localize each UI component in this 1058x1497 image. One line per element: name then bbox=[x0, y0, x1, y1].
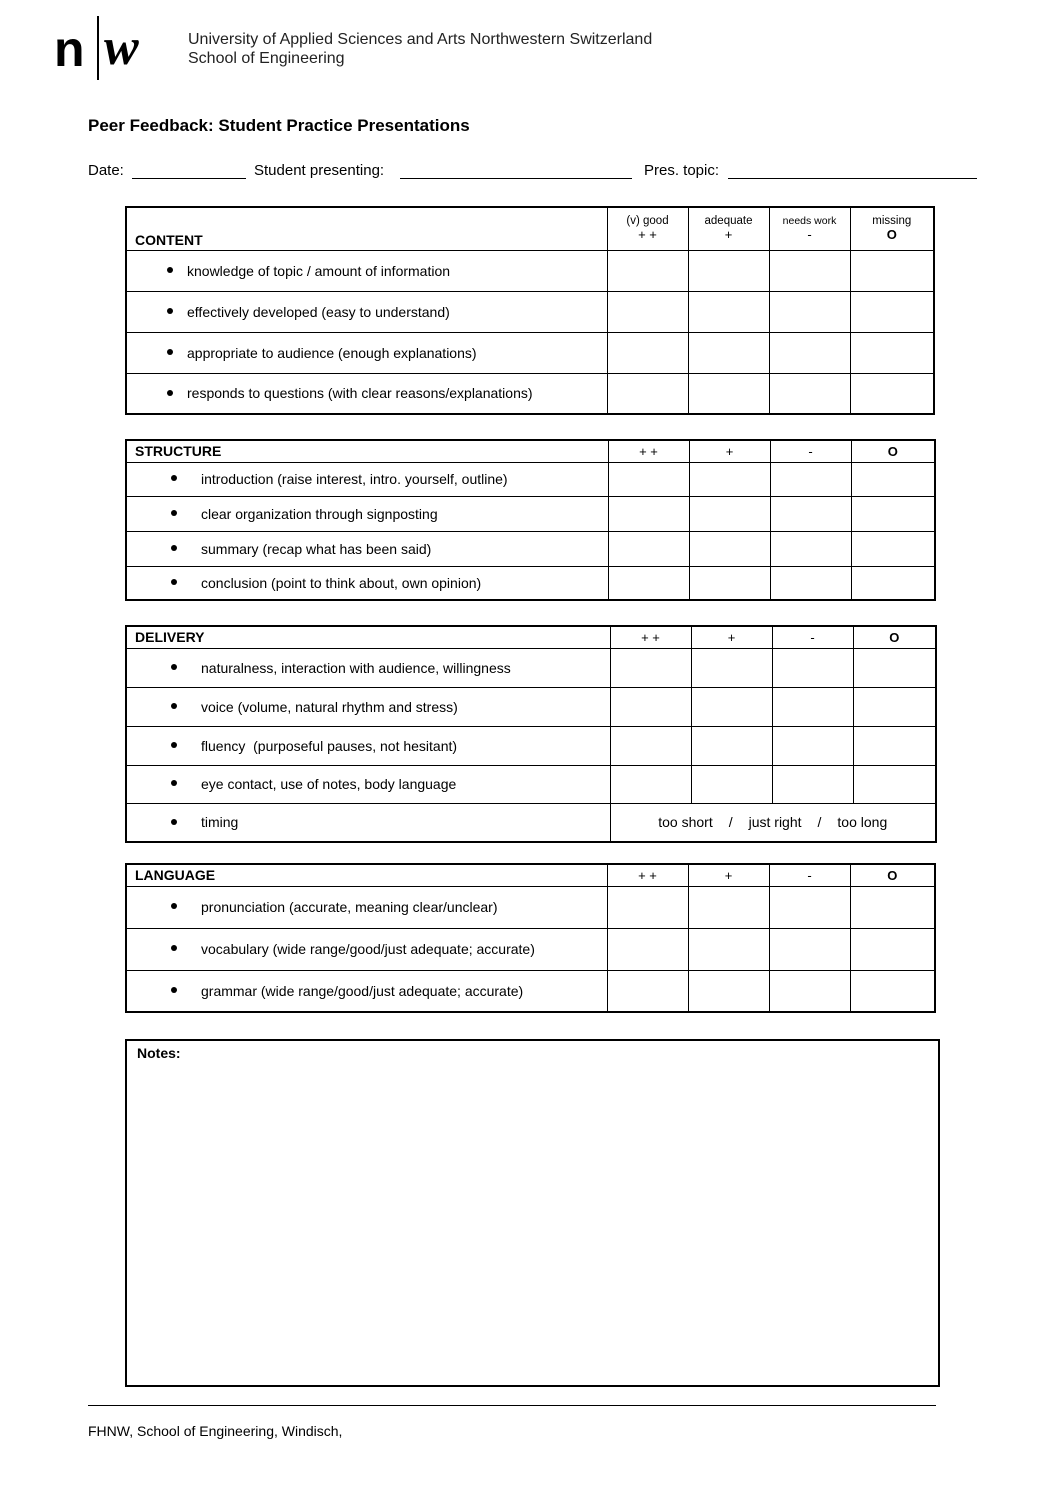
bullet-icon bbox=[171, 903, 177, 909]
col-label: adequate bbox=[704, 215, 753, 228]
col-header-adequate: + bbox=[688, 864, 769, 886]
col-header-missing: O bbox=[851, 440, 935, 462]
logo-letter-w: w bbox=[104, 19, 139, 76]
rating-cell[interactable] bbox=[689, 566, 770, 600]
col-symbol: - bbox=[807, 227, 812, 243]
bullet-icon bbox=[171, 510, 177, 516]
table-row bbox=[126, 531, 935, 566]
table-row bbox=[126, 566, 935, 600]
rating-cell[interactable] bbox=[772, 648, 853, 687]
col-header-needs-work: - bbox=[770, 440, 851, 462]
rating-cell[interactable] bbox=[610, 648, 691, 687]
rating-cell[interactable] bbox=[689, 531, 770, 566]
timing-options bbox=[610, 803, 936, 842]
criterion-cell bbox=[126, 648, 610, 687]
table-row bbox=[126, 332, 934, 373]
criterion-label: responds to questions (with clear reasons/explanations) bbox=[187, 385, 533, 402]
criterion-cell bbox=[126, 373, 607, 414]
meta-fields bbox=[88, 162, 978, 182]
criterion-cell bbox=[126, 291, 607, 332]
institution-name bbox=[188, 30, 652, 68]
criterion-cell bbox=[126, 531, 608, 566]
rating-cell[interactable] bbox=[850, 291, 934, 332]
col-header-needs-work bbox=[769, 207, 850, 250]
col-header-adequate: + bbox=[689, 440, 770, 462]
timing-row bbox=[126, 803, 936, 842]
rating-cell[interactable] bbox=[689, 496, 770, 531]
institution-line-1: University of Applied Sciences and Arts Northwestern Switzerland bbox=[188, 31, 653, 48]
criterion-cell bbox=[126, 496, 608, 531]
col-label: needs work bbox=[782, 215, 837, 228]
rating-cell[interactable] bbox=[607, 250, 688, 291]
rating-cell[interactable] bbox=[850, 373, 934, 414]
rating-cell[interactable] bbox=[850, 970, 935, 1012]
criterion-label: knowledge of topic / amount of information bbox=[187, 262, 451, 279]
content-table bbox=[125, 206, 935, 415]
institution-line-2: School of Engineering bbox=[188, 50, 345, 67]
rating-cell[interactable] bbox=[610, 687, 691, 726]
col-header-very-good: + + bbox=[608, 440, 689, 462]
criterion-cell bbox=[126, 332, 607, 373]
rating-cell[interactable] bbox=[770, 462, 851, 496]
table-row bbox=[126, 886, 935, 928]
rating-cell[interactable] bbox=[607, 291, 688, 332]
bullet-icon bbox=[171, 664, 177, 670]
logo-letter-n: n bbox=[54, 21, 85, 77]
rating-cell[interactable] bbox=[769, 291, 850, 332]
rating-cell[interactable] bbox=[688, 373, 769, 414]
rating-cell[interactable] bbox=[607, 928, 688, 970]
rating-cell[interactable] bbox=[607, 332, 688, 373]
rating-cell[interactable] bbox=[691, 687, 772, 726]
rating-cell[interactable] bbox=[688, 928, 769, 970]
criterion-cell bbox=[126, 250, 607, 291]
rating-cell[interactable] bbox=[772, 687, 853, 726]
student-label: Student presenting: bbox=[254, 162, 385, 179]
rating-cell[interactable] bbox=[850, 250, 934, 291]
rating-cell[interactable] bbox=[689, 462, 770, 496]
bullet-icon bbox=[171, 475, 177, 481]
rating-cell[interactable] bbox=[607, 886, 688, 928]
col-header-adequate bbox=[688, 207, 769, 250]
section-title: DELIVERY bbox=[126, 626, 610, 648]
rating-cell[interactable] bbox=[853, 687, 936, 726]
timing-separator: / bbox=[817, 814, 822, 831]
bullet-icon bbox=[171, 987, 177, 993]
section-title: LANGUAGE bbox=[126, 864, 607, 886]
rating-cell[interactable] bbox=[608, 462, 689, 496]
table-row bbox=[126, 373, 934, 414]
table-row bbox=[126, 291, 934, 332]
rating-cell[interactable] bbox=[772, 726, 853, 765]
col-symbol: + + bbox=[638, 227, 657, 243]
table-header-row bbox=[126, 626, 936, 648]
criterion-label: fluency (purposeful pauses, not hesitant) bbox=[201, 737, 458, 754]
rating-cell[interactable] bbox=[688, 250, 769, 291]
criterion-cell bbox=[126, 726, 610, 765]
rating-cell[interactable] bbox=[851, 531, 935, 566]
table-header-row bbox=[126, 207, 934, 250]
col-header-very-good: + + bbox=[610, 626, 691, 648]
col-symbol: + bbox=[724, 227, 733, 243]
rating-cell[interactable] bbox=[607, 373, 688, 414]
rating-cell[interactable] bbox=[851, 566, 935, 600]
fhnw-logo bbox=[54, 16, 164, 82]
rating-cell[interactable] bbox=[691, 765, 772, 803]
col-header-adequate: + bbox=[691, 626, 772, 648]
criterion-cell bbox=[126, 462, 608, 496]
criterion-label: effectively developed (easy to understand) bbox=[187, 303, 450, 320]
criterion-label: conclusion (point to think about, own opinion) bbox=[201, 574, 482, 591]
table-row bbox=[126, 928, 935, 970]
table-row bbox=[126, 496, 935, 531]
criterion-cell bbox=[126, 566, 608, 600]
bullet-icon bbox=[167, 390, 173, 396]
rating-cell[interactable] bbox=[691, 648, 772, 687]
criterion-label: timing bbox=[201, 814, 239, 831]
col-label: missing bbox=[872, 215, 912, 228]
logo-divider bbox=[97, 16, 99, 80]
table-header-row bbox=[126, 864, 935, 886]
criterion-label: summary (recap what has been said) bbox=[201, 540, 432, 557]
student-field[interactable] bbox=[400, 178, 632, 179]
table-row bbox=[126, 648, 936, 687]
col-label: (v) good bbox=[626, 215, 669, 228]
page-title: Peer Feedback: Student Practice Presentations bbox=[88, 116, 470, 135]
rating-cell[interactable] bbox=[850, 886, 935, 928]
delivery-table bbox=[125, 625, 937, 843]
rating-cell[interactable] bbox=[769, 373, 850, 414]
col-header-very-good bbox=[607, 207, 688, 250]
table-row bbox=[126, 687, 936, 726]
rating-cell[interactable] bbox=[610, 726, 691, 765]
rating-cell[interactable] bbox=[850, 928, 935, 970]
timing-too-long[interactable]: too long bbox=[837, 814, 888, 831]
rating-cell[interactable] bbox=[853, 765, 936, 803]
rating-cell[interactable] bbox=[688, 970, 769, 1012]
language-table bbox=[125, 863, 936, 1013]
table-row bbox=[126, 250, 934, 291]
rating-cell[interactable] bbox=[608, 496, 689, 531]
rating-cell[interactable] bbox=[770, 496, 851, 531]
table-row bbox=[126, 462, 935, 496]
rating-cell[interactable] bbox=[851, 462, 935, 496]
rating-cell[interactable] bbox=[853, 648, 936, 687]
bullet-icon bbox=[167, 267, 173, 273]
table-row bbox=[126, 970, 935, 1012]
rating-cell[interactable] bbox=[769, 886, 850, 928]
rating-cell[interactable] bbox=[770, 566, 851, 600]
table-row bbox=[126, 765, 936, 803]
criterion-label: grammar (wide range/good/just adequate; accurate) bbox=[201, 982, 524, 999]
bullet-icon bbox=[171, 545, 177, 551]
criterion-label: pronunciation (accurate, meaning clear/unclear) bbox=[201, 899, 498, 915]
rating-cell[interactable] bbox=[608, 566, 689, 600]
rating-cell[interactable] bbox=[688, 332, 769, 373]
criterion-label: voice (volume, natural rhythm and stress) bbox=[201, 698, 458, 715]
bullet-icon bbox=[171, 579, 177, 585]
col-symbol: O bbox=[886, 227, 897, 243]
rating-cell[interactable] bbox=[688, 291, 769, 332]
notes-box[interactable] bbox=[125, 1039, 940, 1387]
bullet-icon bbox=[171, 945, 177, 951]
rating-cell[interactable] bbox=[772, 765, 853, 803]
bullet-icon bbox=[171, 819, 177, 825]
col-header-missing bbox=[850, 207, 934, 250]
rating-cell[interactable] bbox=[769, 970, 850, 1012]
section-title: CONTENT bbox=[126, 207, 607, 250]
rating-cell[interactable] bbox=[688, 886, 769, 928]
rating-cell[interactable] bbox=[769, 928, 850, 970]
criterion-label: introduction (raise interest, intro. yourself, outline) bbox=[201, 471, 508, 487]
criterion-label: appropriate to audience (enough explanations) bbox=[187, 344, 477, 361]
topic-label: Pres. topic: bbox=[644, 162, 720, 179]
rating-cell[interactable] bbox=[610, 765, 691, 803]
structure-table bbox=[125, 439, 936, 601]
rating-cell[interactable] bbox=[769, 332, 850, 373]
criterion-label: naturalness, interaction with audience, willingness bbox=[201, 659, 511, 676]
criterion-label: eye contact, use of notes, body language bbox=[201, 776, 457, 792]
timing-just-right[interactable]: just right bbox=[748, 814, 802, 831]
rating-cell[interactable] bbox=[770, 531, 851, 566]
rating-cell[interactable] bbox=[853, 726, 936, 765]
bullet-icon bbox=[167, 349, 173, 355]
timing-separator: / bbox=[728, 814, 733, 831]
criterion-cell bbox=[126, 803, 610, 842]
table-row bbox=[126, 726, 936, 765]
criterion-cell bbox=[126, 970, 607, 1012]
criterion-cell bbox=[126, 928, 607, 970]
col-header-needs-work: - bbox=[772, 626, 853, 648]
criterion-cell bbox=[126, 687, 610, 726]
criterion-label: vocabulary (wide range/good/just adequate; accurate) bbox=[201, 941, 535, 957]
bullet-icon bbox=[171, 780, 177, 786]
date-label: Date: bbox=[88, 162, 124, 179]
date-field[interactable] bbox=[132, 178, 246, 179]
col-header-very-good: + + bbox=[607, 864, 688, 886]
col-header-missing: O bbox=[850, 864, 935, 886]
footer-text: FHNW, School of Engineering, Windisch, bbox=[88, 1423, 343, 1439]
criterion-cell bbox=[126, 886, 607, 928]
timing-too-short[interactable]: too short bbox=[658, 814, 713, 831]
criterion-label: clear organization through signposting bbox=[201, 505, 438, 522]
bullet-icon bbox=[171, 703, 177, 709]
bullet-icon bbox=[167, 308, 173, 314]
table-header-row bbox=[126, 440, 935, 462]
criterion-cell bbox=[126, 765, 610, 803]
topic-field[interactable] bbox=[728, 178, 977, 179]
rating-cell[interactable] bbox=[607, 970, 688, 1012]
section-title: STRUCTURE bbox=[126, 440, 608, 462]
col-header-needs-work: - bbox=[769, 864, 850, 886]
bullet-icon bbox=[171, 742, 177, 748]
rating-cell[interactable] bbox=[850, 332, 934, 373]
footer-divider bbox=[88, 1405, 936, 1406]
col-header-missing: O bbox=[853, 626, 936, 648]
rating-cell[interactable] bbox=[851, 496, 935, 531]
rating-cell[interactable] bbox=[769, 250, 850, 291]
rating-cell[interactable] bbox=[608, 531, 689, 566]
rating-cell[interactable] bbox=[691, 726, 772, 765]
notes-label: Notes: bbox=[137, 1045, 181, 1061]
